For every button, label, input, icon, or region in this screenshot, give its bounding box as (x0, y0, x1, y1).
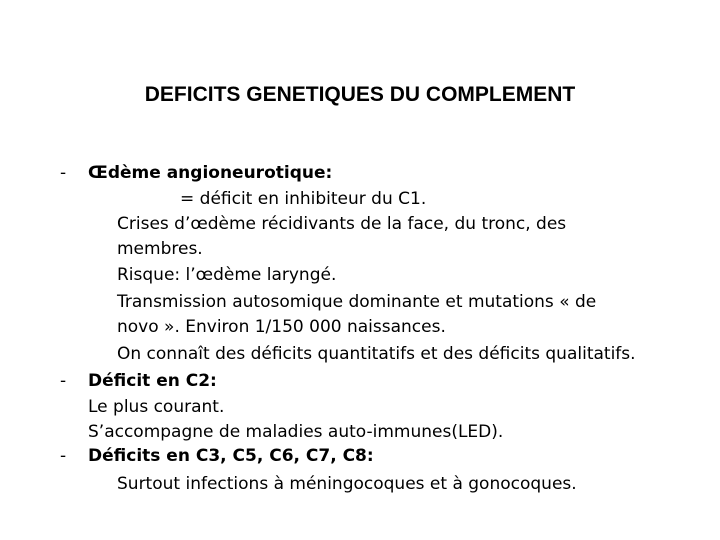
section-line: Risque: l’œdème laryngé. (117, 265, 337, 285)
section-heading: Œdème angioneurotique: (88, 163, 333, 183)
slide-title: DEFICITS GENETIQUES DU COMPLEMENT (144, 83, 576, 106)
section-heading: Déficit en C2: (88, 371, 217, 391)
section-line: On connaît des déficits quantitatifs et des déficits qualitatifs. (117, 344, 636, 364)
section-line: membres. (117, 239, 203, 259)
section-line: Transmission autosomique dominante et mutations « de (117, 292, 597, 312)
section-line: novo ». Environ 1/150 000 naissances. (117, 317, 446, 337)
bullet-dash: - (60, 446, 67, 466)
section-heading: Déficits en C3, C5, C6, C7, C8: (88, 446, 374, 466)
section-line: Le plus courant. (88, 397, 225, 417)
bullet-dash: - (60, 163, 67, 183)
section-line: Crises d’œdème récidivants de la face, du tronc, des (117, 214, 567, 234)
section-line: S’accompagne de maladies auto-immunes(LED). (88, 422, 504, 442)
section-line: = déficit en inhibiteur du C1. (180, 189, 427, 209)
bullet-dash: - (60, 371, 67, 391)
section-line: Surtout infections à méningocoques et à gonocoques. (117, 474, 577, 494)
